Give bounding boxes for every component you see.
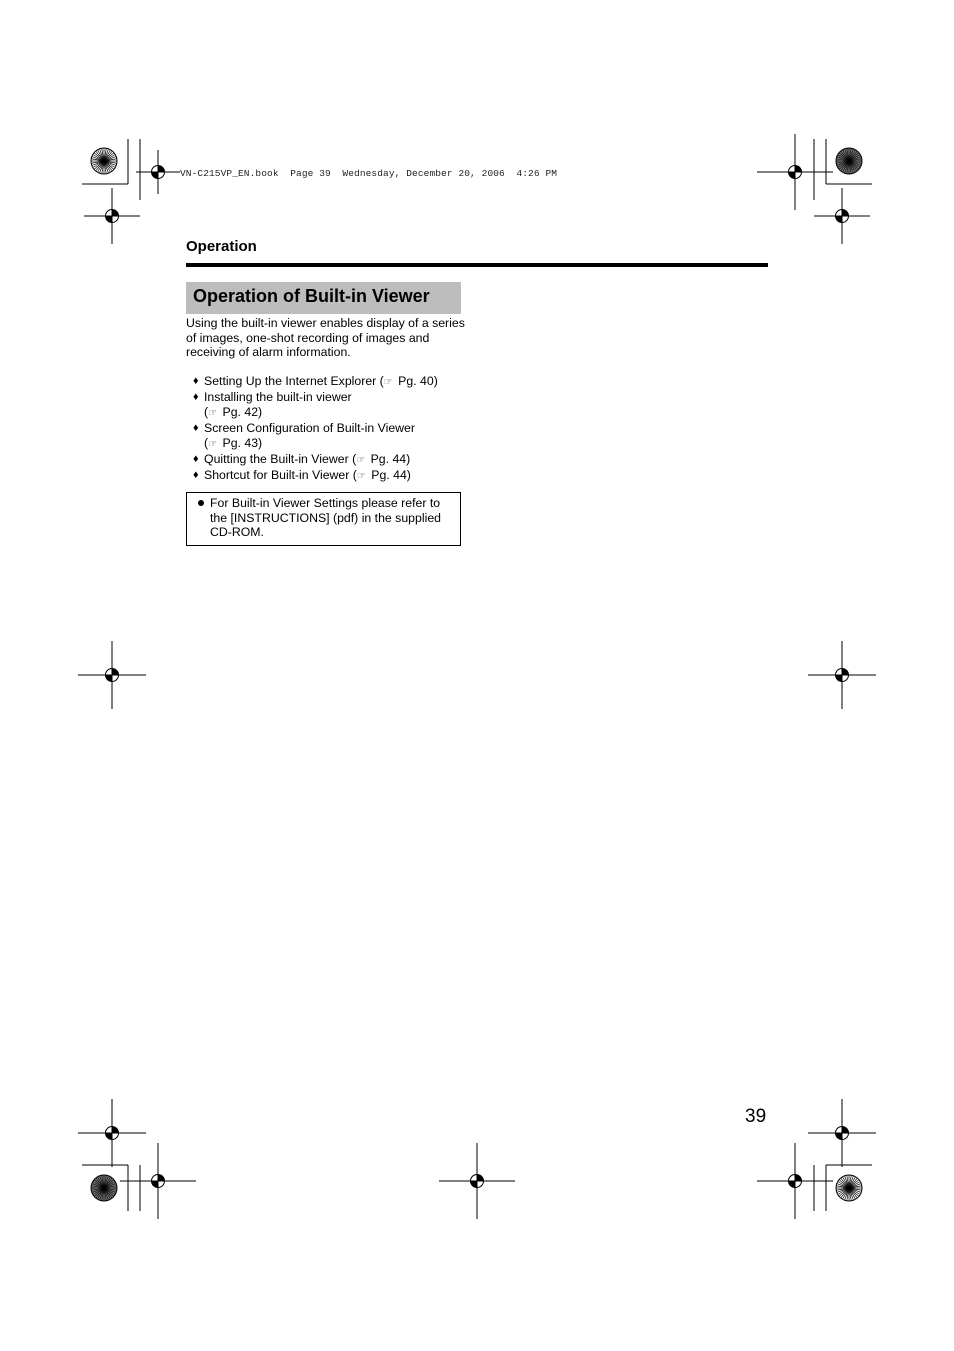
registration-mark-icon [808,641,876,709]
registration-mark-icon [78,1099,146,1167]
list-item [193,468,483,484]
registration-mark-icon [808,1099,876,1167]
bullet-dot-icon [198,500,204,506]
note-box [186,492,461,546]
topic-list [193,374,483,485]
diamond-bullet-icon: ♦ [193,469,199,482]
diamond-bullet-icon: ♦ [193,453,199,466]
print-header: VN-C215VP_EN.book Page 39 Wednesday, December 20, 2006 4:26 PM [180,168,558,179]
diamond-bullet-icon: ♦ [193,375,199,387]
starburst-mark-icon [91,148,117,174]
registration-mark-icon [84,188,140,244]
list-item-text: Setting Up the Internet Explorer ( [204,374,384,388]
list-item-text: Installing the built-in viewer [204,390,352,405]
list-item-text: Screen Configuration of Built-in Viewer [204,421,415,436]
registration-mark-icon [757,1143,833,1219]
section-label: Operation [186,238,257,255]
pointing-hand-icon: ☞ [208,438,218,450]
intro-paragraph: Using the built-in viewer enables display of a series of images, one-shot recording of images and receiving of alarm information. [186,316,465,359]
registration-mark-icon [439,1143,515,1219]
list-item [193,452,483,468]
note-text: For Built-in Viewer Settings please refer to the [INSTRUCTIONS] (pdf) in the supplied CD-ROM. [210,496,441,539]
page-reference[interactable]: Pg. 43) [222,435,263,450]
registration-mark-icon [757,134,833,210]
diamond-bullet-icon: ♦ [193,422,199,435]
list-item: ♦ Installing the built-in viewer (☞ Pg. 42) [193,390,352,419]
registration-mark-icon [136,150,180,194]
pointing-hand-icon: ☞ [383,377,393,388]
page-reference[interactable]: Pg. 44) [370,452,411,467]
diamond-bullet-icon: ♦ [193,391,199,404]
section-rule [186,263,768,267]
page-reference[interactable]: Pg. 40) [398,374,438,388]
page-title: Operation of Built-in Viewer [193,286,430,306]
registration-mark-icon [120,1143,196,1219]
title-box [186,282,461,314]
pointing-hand-icon: ☞ [208,407,218,419]
list-item: ♦ Screen Configuration of Built-in Viewer (☞ Pg. 43) [193,421,415,450]
registration-mark-icon [814,188,870,244]
list-item [193,374,483,390]
page-reference[interactable]: Pg. 42) [222,404,263,419]
starburst-mark-icon [836,1175,862,1201]
page-reference[interactable]: Pg. 44) [371,468,411,483]
list-item-text: Shortcut for Built-in Viewer ( [204,468,357,483]
list-item-text: Quitting the Built-in Viewer ( [204,452,357,467]
starburst-mark-icon [836,148,862,174]
starburst-mark-icon [91,1175,117,1201]
page-number: 39 [745,1106,767,1127]
registration-mark-icon [78,641,146,709]
pointing-hand-icon: ☞ [356,471,366,483]
pointing-hand-icon: ☞ [356,455,366,467]
